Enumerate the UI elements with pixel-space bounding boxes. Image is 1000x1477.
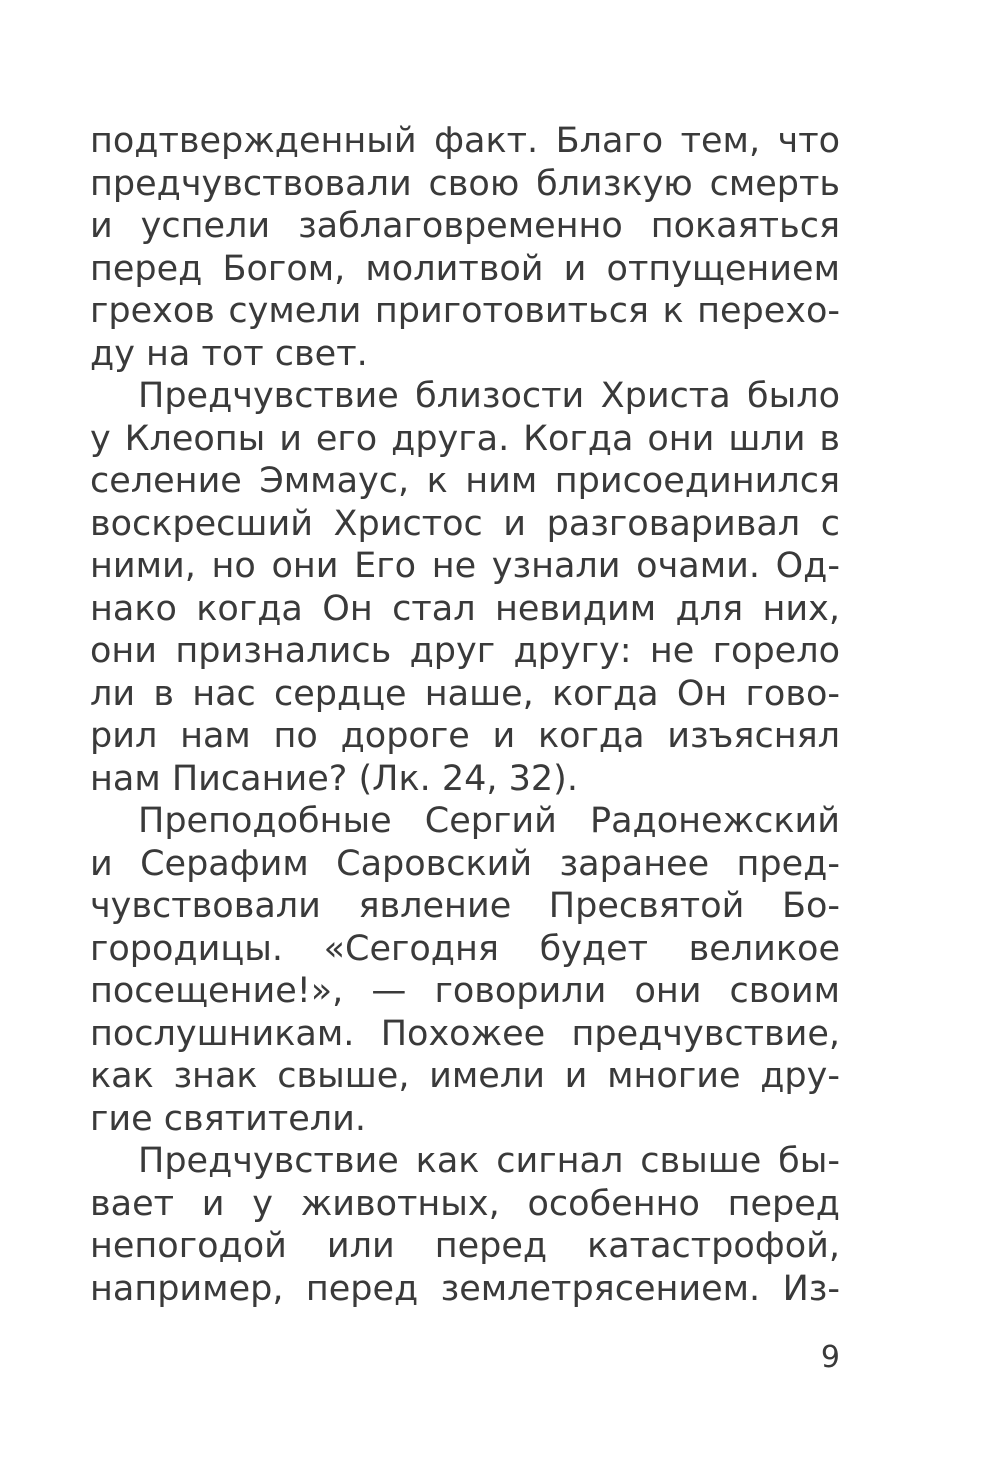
text-line: они признались друг другу: не горело xyxy=(90,631,840,671)
text-line: вает и у животных, особенно перед xyxy=(90,1183,840,1224)
text-line: городицы. «Сегодня будет великое xyxy=(90,928,840,969)
text-line: у Клеопы и его друга. Когда они шли в xyxy=(90,418,840,459)
text-line: ду на тот свет. xyxy=(90,333,368,374)
text-line: Предчувствие близости Христа было xyxy=(138,376,840,416)
body-text xyxy=(90,120,840,1310)
text-line: например, перед землетрясением. Из- xyxy=(90,1268,840,1309)
page-number: 9 xyxy=(820,1340,840,1375)
text-line: воскресший Христос и разговаривал с xyxy=(90,503,840,544)
text-line: нам Писание? (Лк. 24, 32). xyxy=(90,758,578,799)
text-line: предчувствовали свою близкую смерть xyxy=(90,163,840,204)
text-line: нако когда Он стал невидим для них, xyxy=(90,588,840,629)
text-line: рил нам по дороге и когда изъяснял xyxy=(90,716,840,756)
text-line: непогодой или перед катастрофой, xyxy=(90,1226,840,1266)
text-line: чувствовали явление Пресвятой Бо- xyxy=(90,886,840,926)
text-line: ли в нас сердце наше, когда Он гово- xyxy=(90,673,840,714)
text-line: и Серафим Саровский заранее пред- xyxy=(90,843,840,884)
text-line: гие святители. xyxy=(90,1098,367,1139)
text-line: перед Богом, молитвой и отпущением xyxy=(90,248,840,289)
text-line: и успели заблаговременно покаяться xyxy=(90,206,840,246)
text-line: ними, но они Его не узнали очами. Од- xyxy=(90,546,840,586)
text-line: Предчувствие как сигнал свыше бы- xyxy=(138,1141,840,1181)
text-line: послушникам. Похожее предчувствие, xyxy=(90,1013,840,1054)
text-line: как знак свыше, имели и многие дру- xyxy=(90,1056,840,1096)
text-line: селение Эммаус, к ним присоединился xyxy=(90,461,840,501)
text-line: Преподобные Сергий Радонежский xyxy=(138,801,840,841)
text-line: грехов сумели приготовиться к перехо- xyxy=(90,291,840,331)
text-line: посещение!», — говорили они своим xyxy=(90,971,840,1011)
text-line: подтвержденный факт. Благо тем, что xyxy=(90,121,840,161)
